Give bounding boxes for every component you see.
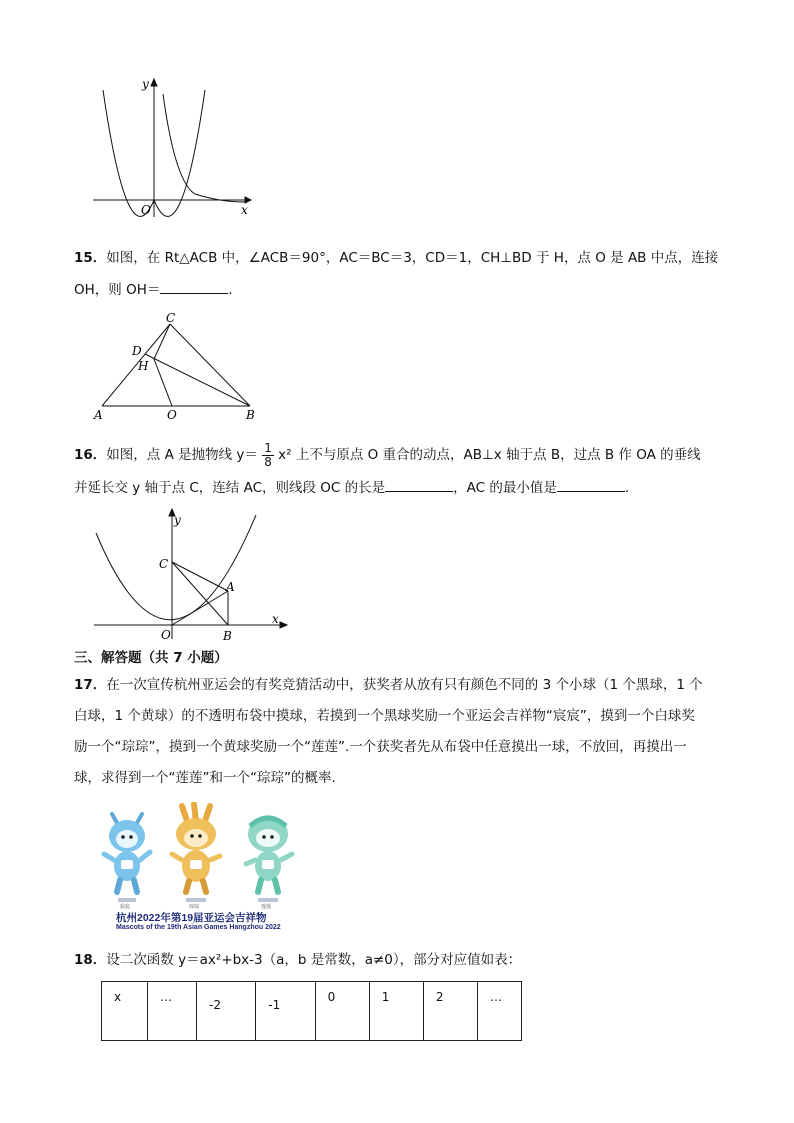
x-axis-arrow xyxy=(280,622,287,628)
segment-OA xyxy=(172,591,228,625)
table-cell: … xyxy=(147,982,196,1041)
y-axis-label: y xyxy=(174,513,181,527)
segment-CB xyxy=(170,324,250,406)
mascots-illustration xyxy=(98,802,308,910)
q16-number: 16． xyxy=(74,447,107,463)
table-cell: 0 xyxy=(315,982,369,1041)
q15-end: . xyxy=(228,282,233,298)
segment-AC xyxy=(102,324,170,406)
q16-end: . xyxy=(624,480,630,496)
q18-number: 18． xyxy=(74,952,107,968)
point-O: O xyxy=(167,408,177,422)
table-cell: x xyxy=(102,982,148,1041)
fraction-one-eighth xyxy=(262,442,274,469)
table-cell: … xyxy=(478,982,522,1041)
table-row xyxy=(102,982,522,1041)
y-axis-arrow xyxy=(151,79,157,86)
q16-oc-blank[interactable] xyxy=(385,478,453,492)
mascot-green xyxy=(246,816,292,902)
point-H: H xyxy=(138,359,149,373)
q17-line2: 白球，1 个黄球）的不透明布袋中摸球，若摸到一个黑球奖励一个亚运会吉祥物“宸宸”，摸到一个白球奖 xyxy=(74,708,695,724)
q16-text-2b: ，AC 的最小值是 xyxy=(453,480,557,496)
point-B: B xyxy=(246,408,255,422)
q16-text-2a: 并延长交 y 轴于点 C，连结 AC，则线段 OC 的长是 xyxy=(74,480,386,496)
segment-CB xyxy=(172,562,228,625)
origin-label: O xyxy=(141,203,151,217)
x-axis-label: x xyxy=(241,203,248,217)
section-3-heading: 三、解答题（共 7 小题） xyxy=(74,650,228,666)
q17-line4: 球，求得到一个“莲莲”和一个“琮琮”的概率. xyxy=(74,770,336,786)
point-A: A xyxy=(94,408,103,422)
q15-number: 15． xyxy=(74,250,107,266)
table-cell: 1 xyxy=(369,982,423,1041)
q15-line2 xyxy=(74,280,233,300)
segment-CA xyxy=(172,562,228,591)
q16-line1 xyxy=(74,440,701,470)
segment-CH xyxy=(154,324,170,359)
q18-line1 xyxy=(74,950,521,970)
q15-figure xyxy=(88,310,268,422)
q17-line1 xyxy=(74,675,703,695)
q16-line2 xyxy=(74,478,629,498)
q17-line3: 励一个“琮琮”，摸到一个黄球奖励一个“莲莲”.一个获奖者先从布袋中任意摸出一球，不放回，再摸出一 xyxy=(74,739,687,755)
point-O: O xyxy=(161,628,171,642)
mascots-image xyxy=(98,802,308,934)
table-cell: 2 xyxy=(423,982,477,1041)
q16-ac-blank[interactable] xyxy=(557,478,625,492)
q15-line1 xyxy=(74,248,718,268)
table-cell: -2 xyxy=(197,982,256,1041)
q17-number: 17． xyxy=(74,677,107,693)
mascot-name-2: 琮琮 xyxy=(189,904,200,910)
mascot-name-3: 莲莲 xyxy=(261,904,272,910)
q15-text-1: 如图，在 Rt△ACB 中，∠ACB＝90°，AC＝BC＝3，CD＝1，CH⊥BD 于 H，点 O 是 AB 中点，连接 xyxy=(106,250,719,266)
fraction-numerator: 1 xyxy=(264,440,272,455)
q16-figure xyxy=(90,505,295,645)
x-axis-label: x xyxy=(272,612,279,626)
q16-text-1b: x² 上不与原点 O 重合的动点，AB⊥x 轴于点 B，过点 B 作 OA 的垂线 xyxy=(278,447,701,463)
mascot-blue xyxy=(104,814,150,902)
q15-answer-blank[interactable] xyxy=(160,280,228,294)
point-D: D xyxy=(132,344,142,358)
q17-text-1: 在一次宣传杭州亚运会的有奖竞猜活动中，获奖者从放有只有颜色不同的 3 个小球（1 个黑球，1 个 xyxy=(106,677,703,693)
mascot-name-1: 宸宸 xyxy=(120,904,131,910)
parabola-curve xyxy=(96,515,256,620)
mascot-yellow xyxy=(172,804,220,902)
point-C: C xyxy=(159,557,169,571)
point-B: B xyxy=(223,629,232,643)
point-A: A xyxy=(226,580,235,594)
q16-text-1a: 如图，点 A 是抛物线 y＝ xyxy=(106,447,258,463)
q14-graph xyxy=(85,72,260,222)
fraction-denominator: 8 xyxy=(264,454,272,469)
q18-text: 设二次函数 y＝ax²+bx-3（a，b 是常数，a≠0），部分对应值如表： xyxy=(106,952,522,968)
mascots-caption-en: Mascots of the 19th Asian Games Hangzhou 2022 xyxy=(116,924,281,931)
q18-value-table xyxy=(101,981,522,1041)
y-axis-label: y xyxy=(142,77,149,91)
mascots-caption-cn: 杭州2022年第19届亚运会吉祥物 xyxy=(116,912,267,924)
q15-text-2: OH，则 OH＝ xyxy=(74,282,161,298)
decreasing-curve xyxy=(163,94,245,202)
segment-DB xyxy=(145,354,250,406)
point-C: C xyxy=(166,311,176,325)
table-cell: -1 xyxy=(256,982,315,1041)
